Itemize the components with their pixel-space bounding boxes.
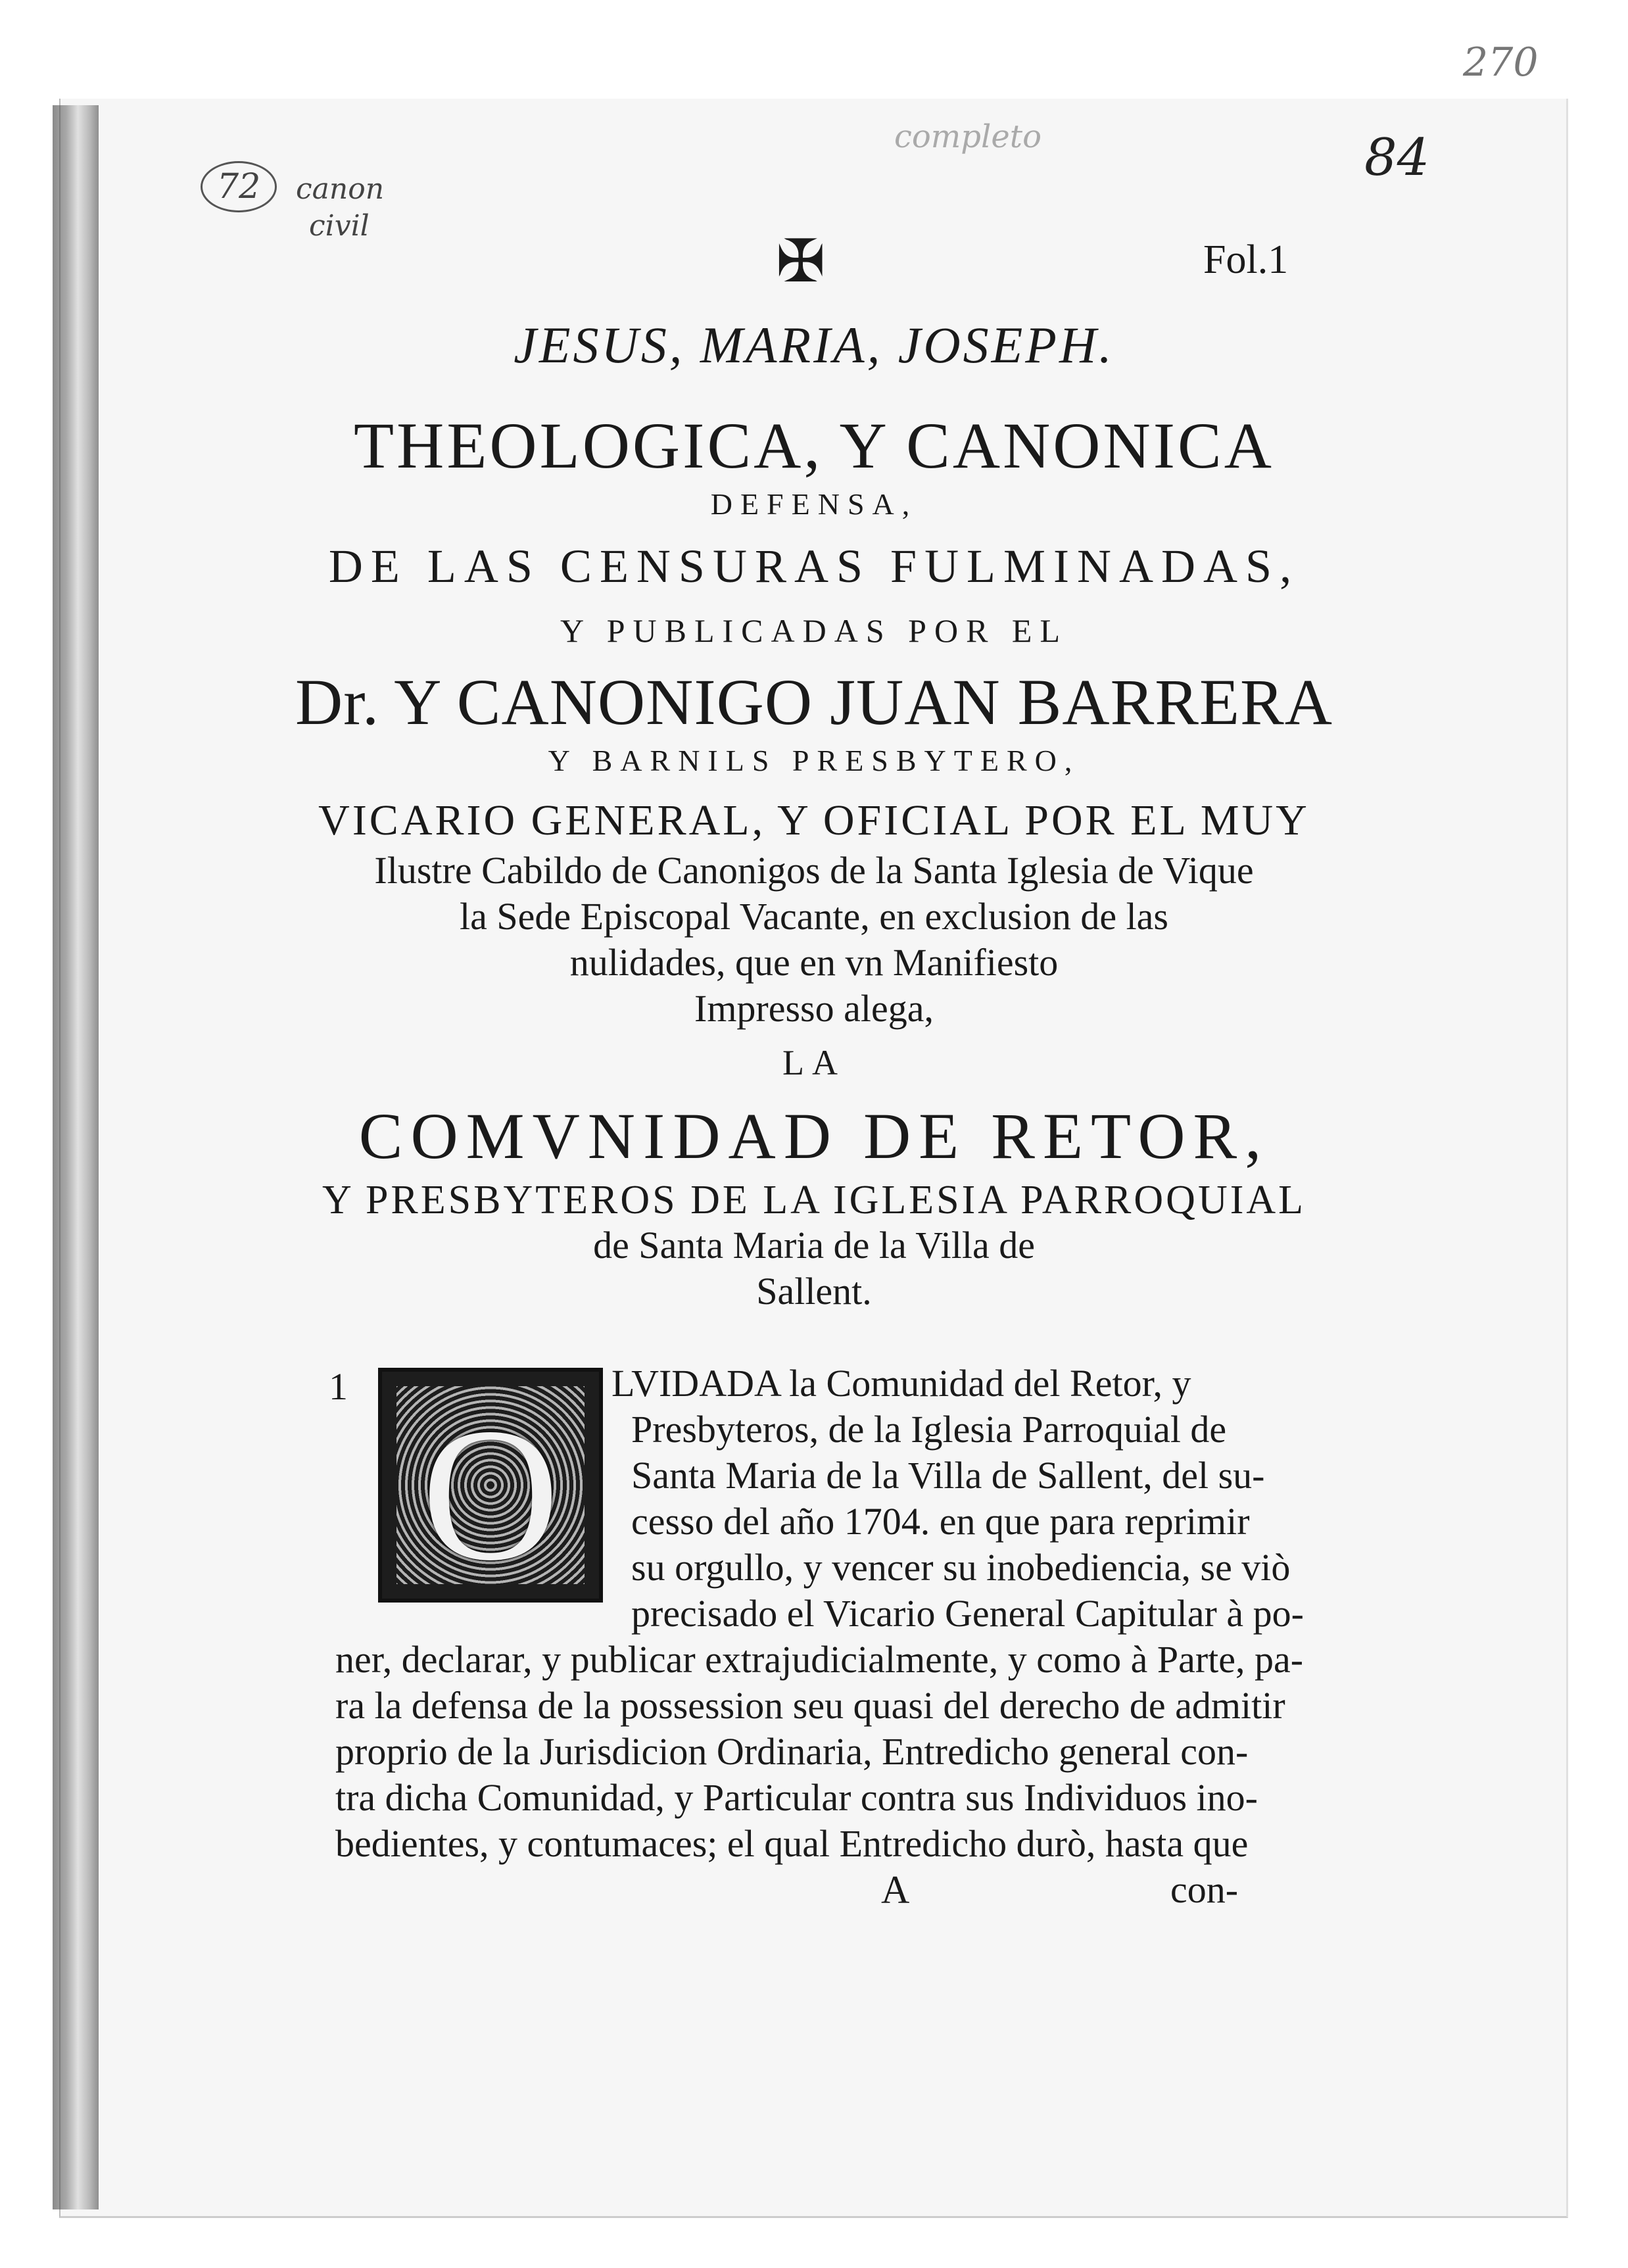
body-line-6: precisado el Vicario General Capitular à po- [631, 1592, 1304, 1635]
signature-mark: A [881, 1868, 910, 1912]
body-line-3: Santa Maria de la Villa de Sallent, del su- [631, 1454, 1265, 1497]
note-left-2: civil [309, 209, 370, 243]
title-line-11: Impresso alega, [694, 987, 934, 1030]
note-left-1: canon [296, 172, 385, 206]
body-line-11: bedientes, y contumaces; el qual Entredicho durò, hasta que [335, 1822, 1249, 1865]
title-line-7: VICARIO GENERAL, Y OFICIAL POR EL MUY [318, 796, 1310, 844]
catchword: con- [1170, 1868, 1239, 1911]
invocation: JESUS, MARIA, JOSEPH. [514, 316, 1114, 374]
cross-icon: ✠ [776, 229, 826, 295]
title-line-1: THEOLOGICA, Y CANONICA [354, 409, 1274, 482]
title-line-4: Y PUBLICADAS POR EL [560, 612, 1068, 649]
title-line-2: DEFENSA, [710, 487, 918, 521]
title-line-15: de Santa Maria de la Villa de [593, 1224, 1035, 1267]
title-line-5: Dr. Y CANONIGO JUAN BARRERA [295, 665, 1333, 738]
body-line-10: tra dicha Comunidad, y Particular contra sus Individuos ino- [335, 1776, 1258, 1819]
decorated-initial [378, 1368, 603, 1603]
title-line-3: DE LAS CENSURAS FULMINADAS, [328, 540, 1300, 592]
body-line-5: su orgullo, y vencer su inobediencia, se viò [631, 1546, 1291, 1589]
body-line-9: proprio de la Jurisdicion Ordinaria, Entredicho general con- [335, 1730, 1249, 1773]
title-line-8: Ilustre Cabildo de Canonigos de la Santa Iglesia de Vique [374, 849, 1254, 892]
title-line-13: COMVNIDAD DE RETOR, [358, 1099, 1270, 1172]
body-line-8: ra la defensa de la possession seu quasi del derecho de admitir [335, 1684, 1285, 1727]
top-right-number: 270 [1463, 39, 1539, 85]
initial-letter: O [421, 1389, 560, 1600]
title-line-10: nulidades, que en vn Manifiesto [569, 941, 1059, 984]
title-line-6: Y BARNILS PRESBYTERO, [548, 744, 1080, 777]
title-line-16: Sallent. [756, 1270, 872, 1313]
pencil-note: completo [894, 118, 1041, 155]
body-line-4: cesso del año 1704. en que para reprimir [631, 1500, 1250, 1543]
title-line-9: la Sede Episcopal Vacante, en exclusion de las [459, 895, 1168, 938]
folio-number: 84 [1364, 128, 1430, 187]
title-line-14: Y PRESBYTEROS DE LA IGLESIA PARROQUIAL [322, 1178, 1306, 1222]
paragraph-number: 1 [329, 1365, 348, 1408]
title-line-12: LA [782, 1043, 846, 1082]
body-line-7: ner, declarar, y publicar extrajudicialmente, y como à Parte, pa- [335, 1638, 1304, 1681]
body-line-2: Presbyteros, de la Iglesia Parroquial de [631, 1408, 1227, 1451]
body-line-1: LVIDADA la Comunidad del Retor, y [611, 1362, 1191, 1405]
folio-label: Fol.1 [1203, 237, 1289, 282]
circled-number: 72 [201, 161, 277, 212]
